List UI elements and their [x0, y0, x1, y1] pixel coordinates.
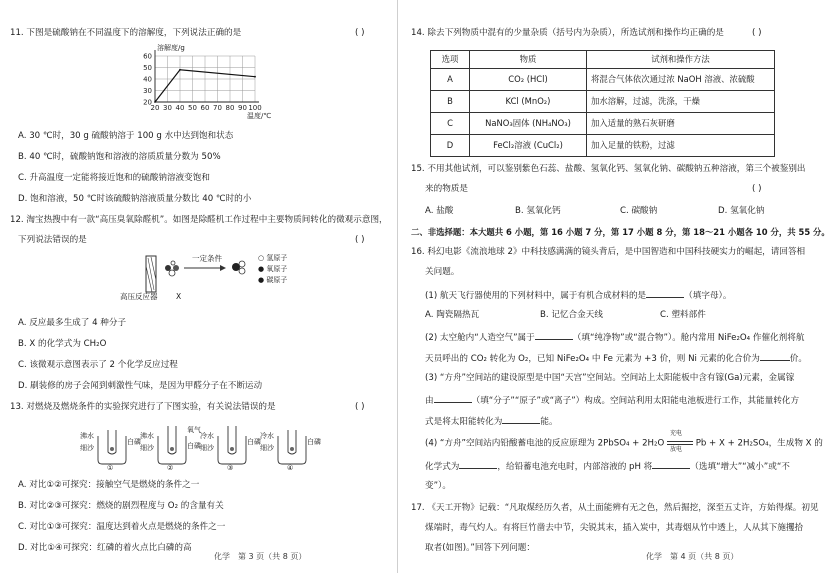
right-page-footer: 化学 第 4 页（共 8 页）: [646, 552, 739, 561]
arrow-line-bottom: [667, 444, 693, 445]
q12-stem: 12. 淘宝热搜中有一款“高压臭氧除醛机”。如图是除醛机工作过程中主要物质间转化的微观示意图，: [10, 215, 388, 225]
table-cell-substance: FeCl₂溶液 (CuCl₂): [470, 135, 587, 157]
q15-answer-paren: ( ): [752, 184, 762, 194]
q12-reactor-caption: 高压反应器: [120, 292, 158, 301]
q13-label-3a: 冷水: [200, 432, 214, 440]
q13-answer-paren: ( ): [355, 402, 365, 412]
q16-sub3-line2-head: 由: [425, 396, 434, 406]
q15-option-a: A. 盐酸: [425, 206, 454, 216]
q12-reaction-figure: [112, 252, 312, 302]
q16-sub4-line2: [425, 460, 790, 473]
q16-line-2: 关问题。: [425, 267, 460, 277]
x-tick-label: 100: [248, 104, 262, 112]
q11-option-a: A. 30 ℃时，30 g 硫酸钠溶于 100 g 水中达到饱和状态: [18, 131, 234, 141]
section-title-nonchoice: 二、非选择题：本大题共 6 小题，第 16 小题 7 分，第 17 小题 8 分，第 18～21 小题各 10 分，共 55 分。: [411, 227, 830, 237]
q13-label-4n: ④: [287, 464, 294, 472]
x-tick-label: 70: [213, 104, 222, 112]
q12-stem-2: 下列说法错误的是: [18, 235, 87, 245]
table-header-method: 试剂和操作方法: [587, 51, 775, 69]
q16-blank-7[interactable]: [652, 460, 690, 469]
table-row: [431, 91, 775, 113]
q16-sub3-line3-tail: 能。: [540, 417, 558, 427]
q12-option-c: C. 该微观示意图表示了 2 个化学反应过程: [18, 360, 178, 370]
q11-answer-paren: ( ): [355, 28, 365, 38]
q16-sub1-tail: （填字母）。: [684, 291, 732, 301]
table-cell-method: 将混合气体依次通过浓 NaOH 溶液、浓硫酸: [587, 69, 775, 91]
table-cell-method: 加入足量的铁粉，过滤: [587, 135, 775, 157]
y-tick-label: 60: [143, 52, 152, 61]
q12-legend-oxygen: ● 氧原子: [258, 265, 288, 273]
q16-sub3-line2: [425, 394, 799, 407]
q16-blank-2[interactable]: [535, 331, 573, 340]
q16-sub4-tail: Pb + X + 2H₂SO₄，生成物 X 的: [695, 438, 823, 449]
q12-option-d: D. 刷装修的房子会闻到刺激性气味，是因为甲醛分子在不断运动: [18, 381, 263, 391]
q16-sub2-line2-text: 天员呼出的 CO₂ 转化为 O₂，已知 NiFe₂O₄ 中 Fe 元素为 +3 价，则 Ni 元素的化合价为: [425, 354, 760, 364]
q16-blank-4[interactable]: [434, 394, 472, 403]
q13-combustion-figure: [80, 422, 330, 472]
q12-x-caption: X: [176, 292, 182, 301]
q16-sub2-text: (2) 太空舱内“人造空气”属于: [425, 333, 535, 343]
table-row: [431, 135, 775, 157]
table-cell-option: C: [431, 113, 470, 135]
q13-label-oxygen: 氧气: [187, 426, 201, 434]
data-point: [179, 69, 181, 71]
x-tick-label: 90: [238, 104, 247, 112]
q12-legend-hydrogen: ○ 氢原子: [258, 254, 288, 262]
q12-answer-paren: ( ): [355, 235, 365, 245]
q13-label-2a: 沸水: [140, 432, 154, 440]
q16-sub4-text: (4) “方舟”空间站内铅酸蓄电池的反应原理为 2PbSO₄ + 2H₂O: [425, 438, 665, 449]
q16-line-1: 16. 科幻电影《流浪地球 2》中科技感满满的镜头背后，是中国智造和中国科技硬实力的崛起，请回答相: [411, 247, 806, 257]
x-tick-label: 40: [175, 104, 185, 112]
q16-sub3: (3) “方舟”空间站的建设原型是中国“天宫”空间站。空间站上太阳能板中含有镓(Ga)元素，金属镓: [425, 373, 795, 383]
x-tick-label: 80: [225, 104, 235, 112]
q16-blank-1[interactable]: [646, 289, 684, 298]
q16-sub4-line3: 变”）。: [425, 481, 451, 491]
q13-label-4a: 冷水: [260, 432, 274, 440]
reversible-arrow: [667, 430, 693, 453]
q15-option-b: B. 氢氧化钙: [515, 206, 561, 216]
q13-label-4c: 白磷: [307, 438, 321, 446]
table-cell-method: 加水溶解，过滤，洗涤，干燥: [587, 91, 775, 113]
table-header-row: [431, 51, 775, 69]
q17-line-1: 17. 《天工开物》记载：“凡取煤经历久者，从土面能辨有无之色，然后掘挖，深至五丈许，方始得煤。初见: [411, 503, 819, 513]
table-header-option: 选项: [431, 51, 470, 69]
table-cell-option: D: [431, 135, 470, 157]
x-axis-label: 温度/℃: [247, 112, 272, 120]
q16-blank-6[interactable]: [459, 460, 497, 469]
y-axis-label: 溶解度/g: [157, 44, 185, 52]
data-point: [154, 101, 156, 103]
q12-option-a: A. 反应最多生成了 4 种分子: [18, 318, 127, 328]
q12-condition-label: 一定条件: [192, 254, 222, 263]
q16-sub3-line2-text: （填“分子”“原子”或“离子”）构成。空间站利用太阳能电池板进行工作，其能量转化方: [471, 396, 800, 406]
q16-sub1: [425, 289, 731, 302]
q11-option-d: D. 饱和溶液，50 ℃时该硫酸钠溶液质量分数比 40 ℃时的小: [18, 194, 252, 204]
table-cell-substance: CO₂ (HCl): [470, 69, 587, 91]
table-cell-substance: KCl (MnO₂): [470, 91, 587, 113]
y-tick-label: 20: [143, 98, 152, 107]
q16-sub4: [425, 430, 823, 453]
q15-option-d: D. 氢氧化钠: [718, 206, 765, 216]
discharge-label: 放电: [669, 446, 682, 453]
q16-sub4-line2-mid: ，给铅蓄电池充电时，内部溶液的 pH 将: [497, 462, 653, 472]
q17-line-2: 煤端时，毒气灼人。有将巨竹凿去中节，尖锐其末，插入炭中，其毒烟从竹中透上，人从其下施攫拾: [425, 523, 804, 533]
q13-option-b: B. 对比②③可探究：燃烧的剧烈程度与 O₂ 的含量有关: [18, 501, 224, 511]
q16-sub4-line2-tail: （选填“增大”“减小”或“不: [690, 462, 790, 472]
q13-label-1b: 细沙: [80, 444, 94, 452]
q13-label-3c: 白磷: [247, 438, 261, 446]
q15-stem: 15. 不用其他试剂，可以鉴别紫色石蕊、盐酸、氢氧化钙、氢氧化钠、碳酸钠五种溶液，第三个被鉴别出: [411, 164, 806, 174]
q11-option-b: B. 40 ℃时，硫酸钠饱和溶液的溶质质量分数为 50%: [18, 152, 221, 162]
q15-stem-2: 来的物质是: [425, 184, 468, 194]
q13-option-d: D. 对比①④可探究：红磷的着火点比白磷的高: [18, 543, 192, 553]
q13-label-2n: ②: [167, 464, 174, 472]
arrow-line-top: [667, 441, 693, 442]
q16-sub1-option-b: B. 记忆合金天线: [540, 310, 603, 320]
y-tick-label: 40: [143, 75, 152, 84]
q11-option-c: C. 升高温度一定能将接近饱和的硫酸钠溶液变饱和: [18, 173, 210, 183]
x-tick-label: 30: [163, 104, 172, 112]
table-row: [431, 69, 775, 91]
table-header-substance: 物质: [470, 51, 587, 69]
table-cell-substance: NaNO₃固体 (NH₄NO₃): [470, 113, 587, 135]
q13-label-1a: 沸水: [80, 432, 94, 440]
left-page-footer: 化学 第 3 页（共 8 页）: [214, 552, 307, 561]
q14-stem: 14. 除去下列物质中混有的少量杂质（括号内为杂质），所选试剂和操作均正确的是: [411, 28, 724, 38]
q13-label-1n: ①: [107, 464, 114, 472]
q12-legend-carbon: ● 碳原子: [258, 276, 288, 284]
q15-option-c: C. 碳酸钠: [620, 206, 658, 216]
q16-sub2-tail: （填“纯净物”或“混合物”）。舱内常用 NiFe₂O₄ 作催化剂将航: [572, 333, 805, 343]
q13-label-2c: 白磷: [187, 442, 201, 450]
table-row: [431, 113, 775, 135]
y-tick-label: 30: [143, 87, 152, 95]
x-tick-label: 60: [200, 104, 210, 112]
q16-sub3-line3: [425, 415, 558, 428]
q13-option-a: A. 对比①②可探究：接触空气是燃烧的条件之一: [18, 480, 200, 490]
left-page: [0, 0, 397, 573]
q13-label-4b: 细沙: [260, 444, 274, 452]
data-point: [254, 76, 256, 78]
x-tick-label: 20: [150, 104, 160, 112]
x-tick-label: 50: [188, 104, 197, 112]
q13-label-3b: 细沙: [200, 444, 214, 452]
charge-label: 充电: [669, 430, 682, 437]
q11-stem: 11. 下图是硫酸钠在不同温度下的溶解度，下列说法正确的是: [10, 28, 242, 38]
q16-sub2-line2-tail: 价。: [789, 354, 807, 364]
q13-stem: 13. 对燃烧及燃烧条件的实验探究进行了下图实验，有关说法错误的是: [10, 402, 276, 412]
table-cell-method: 加入适量的熟石灰研磨: [587, 113, 775, 135]
solubility-chart: [135, 42, 272, 120]
solubility-chart-svg: [135, 42, 272, 120]
q16-blank-5[interactable]: [502, 415, 540, 424]
q16-sub1-text: (1) 航天飞行器使用的下列材料中，属于有机合成材料的是: [425, 291, 647, 301]
q16-sub1-option-a: A. 陶瓷隔热瓦: [425, 310, 480, 320]
q16-sub3-line3-text: 式是将太阳能转化为: [425, 417, 503, 427]
q16-sub2-line2: [425, 352, 807, 365]
q13-label-1c: 白磷: [127, 438, 141, 446]
table-cell-option: A: [431, 69, 470, 91]
q16-sub4-line2-text: 化学式为: [425, 462, 460, 472]
q16-blank-3[interactable]: [760, 352, 790, 361]
q14-options-table: [430, 50, 775, 157]
q13-label-3n: ③: [227, 464, 234, 472]
q13-label-2b: 细沙: [140, 444, 154, 452]
q13-option-c: C. 对比①③可探究：温度达到着火点是燃烧的条件之一: [18, 522, 226, 532]
q16-sub1-option-c: C. 塑料部件: [660, 310, 706, 320]
q16-sub2: [425, 331, 804, 344]
y-tick-label: 50: [143, 64, 152, 72]
q17-line-3: 取者(如图)。”回答下列问题：: [425, 543, 535, 553]
q12-option-b: B. X 的化学式为 CH₂O: [18, 339, 107, 349]
q14-answer-paren: ( ): [752, 28, 762, 38]
table-cell-option: B: [431, 91, 470, 113]
